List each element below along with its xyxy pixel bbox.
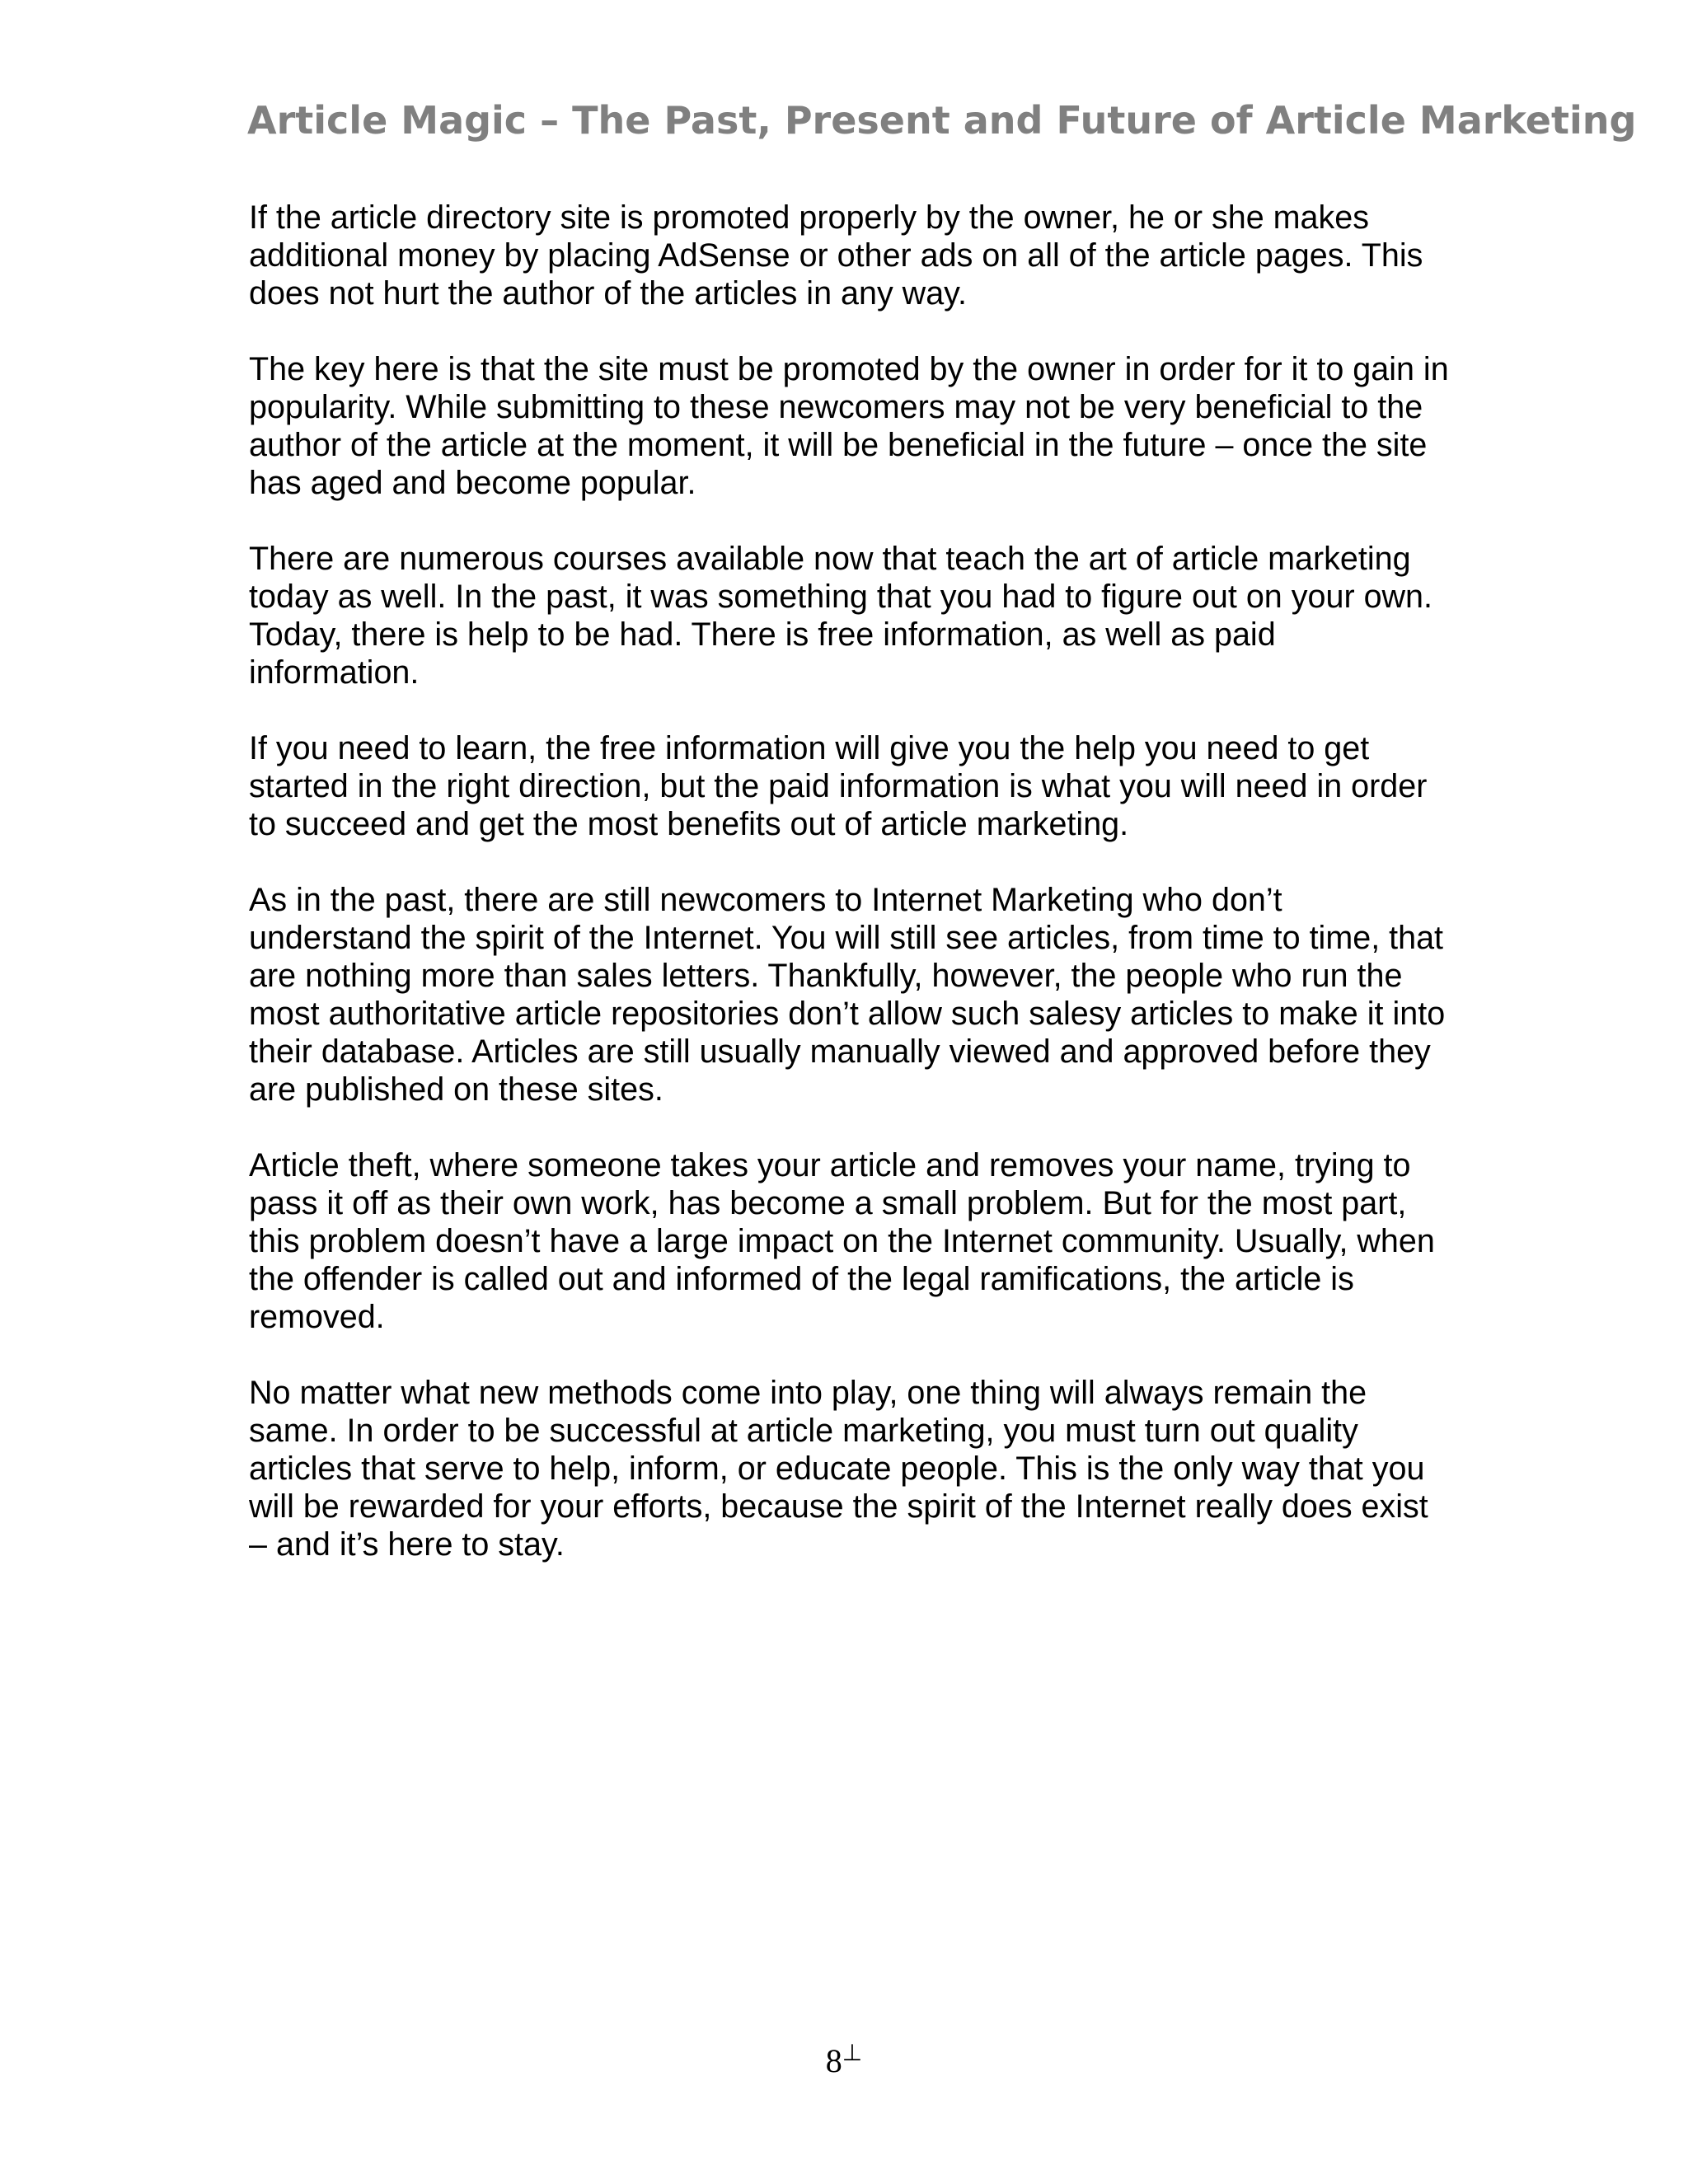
page-number: 8 [825, 2042, 842, 2079]
paragraph: There are numerous courses available now that teach the art of article marketing today as well. In the past, it was something that you had to figure out on your own. Today, there is help to be had. There is free information, as well as paid information. [249, 541, 1433, 691]
paragraph: As in the past, there are still newcomers to Internet Marketing who don’t understand the spirit of the Internet. You will still see articles, from time to time, that are nothing more than sales letters. Thankfully, however, the people who run the most authoritative article repositories don’t allow such salesy articles to make it into their database. Articles are still usually manually viewed and approved before they are published on these sites. [249, 882, 1446, 1108]
paragraph: Article theft, where someone takes your article and removes your name, trying to pass it off as their own work, has become a small problem. But for the most part, this problem doesn’t have a large impact on the Internet community. Usually, when the offender is called out and informed of the legal ramifications, the article is removed. [249, 1147, 1435, 1335]
paragraph: If you need to learn, the free information will give you the help you need to get started in the right direction, but the paid information is what you will need in order to succeed and get the most benefits out of article marketing. [249, 730, 1428, 842]
article-body [249, 199, 1452, 1601]
paragraph: The key here is that the site must be promoted by the owner in order for it to gain in popularity. While submitting to these newcomers may not be very beneficial to the author of the article at the moment, it will be beneficial in the future – once the site has aged and become popular. [249, 351, 1449, 501]
page-footer [803, 2034, 885, 2081]
paragraph: No matter what new methods come into play, one thing will always remain the same. In order to be successful at article marketing, you must turn out quality articles that serve to help, inform, or educate people. This is the only way that you will be rewarded for your efforts, because the spirit of the Internet really does exist – and it’s here to stay. [249, 1375, 1428, 1563]
footer-mark: ⊥ [842, 2041, 863, 2066]
paragraph: If the article directory site is promoted properly by the owner, he or she makes additional money by placing AdSense or other ads on all of the article pages. This does not hurt the author of the articles in any way. [249, 199, 1423, 312]
page-header-title: Article Magic – The Past, Present and Future of Article Marketing [247, 98, 1637, 143]
